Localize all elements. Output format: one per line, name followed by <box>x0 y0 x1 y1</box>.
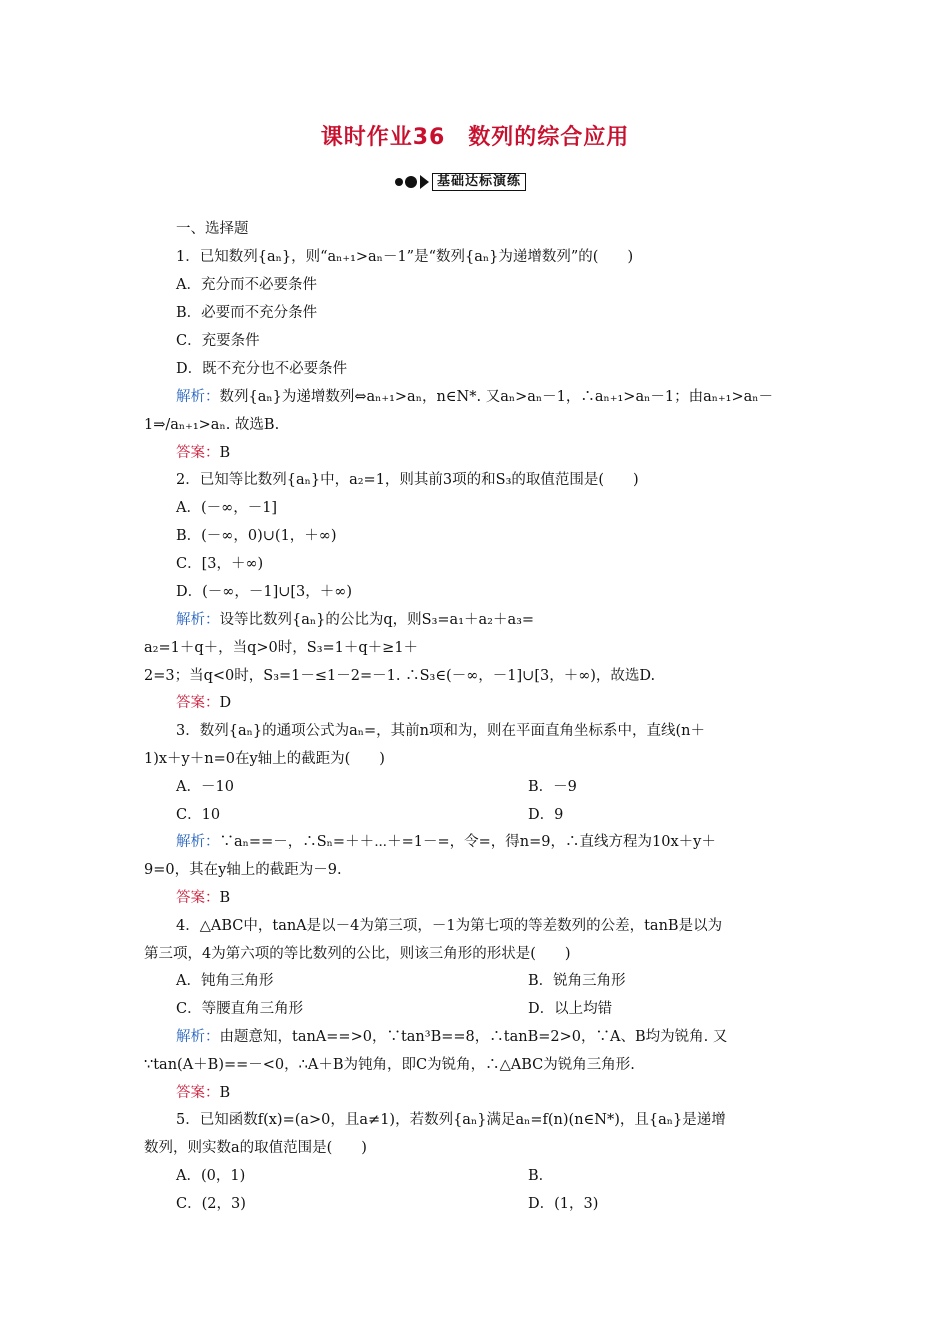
question-3-analysis-cont: 9=0，其在y轴上的截距为－9. <box>144 862 342 878</box>
question-4-stem: 4．△ABC中，tanA是以－4为第三项，－1为第七项的等差数列的公差，tanB是以为 <box>176 918 723 934</box>
question-3-option-a: A．－10 <box>176 779 234 795</box>
question-2-stem: 2．已知等比数列{aₙ}中，a₂=1，则其前3项的和S₃的取值范围是( ) <box>176 472 639 488</box>
answer-label: 答案： <box>176 1085 220 1101</box>
question-4-answer: 答案：B <box>176 1085 231 1101</box>
question-5-option-a: A．(0，1) <box>176 1168 246 1184</box>
question-1-stem: 1．已知数列{aₙ}，则“aₙ₊₁>aₙ－1”是“数列{aₙ}为递增数列”的( ) <box>176 249 634 265</box>
question-1-analysis: 解析：数列{aₙ}为递增数列⇔aₙ₊₁>aₙ，n∈N*. 又aₙ>aₙ－1，∴aₙ₊₁>aₙ－1；由aₙ₊₁>aₙ－ <box>176 389 774 405</box>
question-5-stem-cont: 数列，则实数a的取值范围是( ) <box>144 1140 367 1156</box>
question-4-option-d: D．以上均错 <box>528 1001 613 1017</box>
question-4-analysis: 解析：由题意知，tanA==>0，∵tan³B==8，∴tanB=2>0，∵A、B均为锐角. 又 <box>176 1029 728 1045</box>
question-4-analysis-cont: ∵tan(A＋B)==－<0，∴A＋B为钝角，即C为锐角，∴△ABC为锐角三角形. <box>144 1057 635 1073</box>
section-heading: 一、选择题 <box>176 221 249 237</box>
section-banner <box>395 172 526 192</box>
question-2-analysis-cont-2: 2=3；当q<0时，S₃=1－≤1－2=－1. ∴S₃∈(－∞，－1]∪[3，＋∞)，故选D. <box>144 668 656 684</box>
banner-label: 基础达标演练 <box>432 173 526 191</box>
question-4-option-b: B．锐角三角形 <box>528 973 626 989</box>
question-1-option-b: B．必要而不充分条件 <box>176 305 318 321</box>
question-2-analysis: 解析：设等比数列{aₙ}的公比为q，则S₃=a₁＋a₂＋a₃= <box>176 612 535 628</box>
analysis-label: 解析： <box>176 389 220 405</box>
question-2-option-a: A．(－∞，－1] <box>176 500 278 516</box>
question-3-answer: 答案：B <box>176 890 231 906</box>
question-4-option-c: C．等腰直角三角形 <box>176 1001 304 1017</box>
question-3-stem-cont: 1)x＋y＋n=0在y轴上的截距为( ) <box>144 751 385 767</box>
question-4-stem-cont: 第三项，4为第六项的等比数列的公比，则该三角形的形状是( ) <box>144 946 571 962</box>
question-3-analysis: 解析：∵aₙ==－，∴Sₙ=＋＋⋯＋=1－=，令=，得n=9，∴直线方程为10x＋y＋ <box>176 834 716 850</box>
question-3-option-b: B．－9 <box>528 779 577 795</box>
answer-label: 答案： <box>176 890 220 906</box>
question-1-option-d: D．既不充分也不必要条件 <box>176 361 348 377</box>
answer-label: 答案： <box>176 695 220 711</box>
question-5-stem: 5．已知函数f(x)=(a>0，且a≠1)，若数列{aₙ}满足aₙ=f(n)(n∈N*)，且{aₙ}是递增 <box>176 1112 726 1128</box>
analysis-label: 解析： <box>176 1029 220 1045</box>
question-1-answer: 答案：B <box>176 445 231 461</box>
banner-dots-icon <box>395 176 417 188</box>
question-2-analysis-cont: a₂=1＋q＋，当q>0时，S₃=1＋q＋≥1＋ <box>144 640 419 656</box>
question-1-analysis-cont: 1⇒/aₙ₊₁>aₙ. 故选B. <box>144 417 280 433</box>
question-3-option-c: C．10 <box>176 807 221 823</box>
question-2-option-d: D．(－∞，－1]∪[3，＋∞) <box>176 584 353 600</box>
question-4-option-a: A．钝角三角形 <box>176 973 274 989</box>
question-5-option-d: D．(1，3) <box>528 1196 599 1212</box>
question-2-option-b: B．(－∞，0)∪(1，＋∞) <box>176 528 337 544</box>
question-3-option-d: D．9 <box>528 807 564 823</box>
question-1-option-a: A．充分而不必要条件 <box>176 277 317 293</box>
question-5-option-c: C．(2，3) <box>176 1196 246 1212</box>
question-1-option-c: C．充要条件 <box>176 333 260 349</box>
question-5-option-b: B． <box>528 1168 554 1184</box>
page-title: 课时作业36 数列的综合应用 <box>320 125 630 150</box>
answer-label: 答案： <box>176 445 220 461</box>
question-2-answer: 答案：D <box>176 695 232 711</box>
banner-arrow-icon <box>420 175 429 189</box>
question-3-stem: 3．数列{aₙ}的通项公式为aₙ=，其前n项和为，则在平面直角坐标系中，直线(n＋ <box>176 723 705 739</box>
analysis-label: 解析： <box>176 612 220 628</box>
question-2-option-c: C．[3，＋∞) <box>176 556 264 572</box>
analysis-label: 解析： <box>176 834 220 850</box>
